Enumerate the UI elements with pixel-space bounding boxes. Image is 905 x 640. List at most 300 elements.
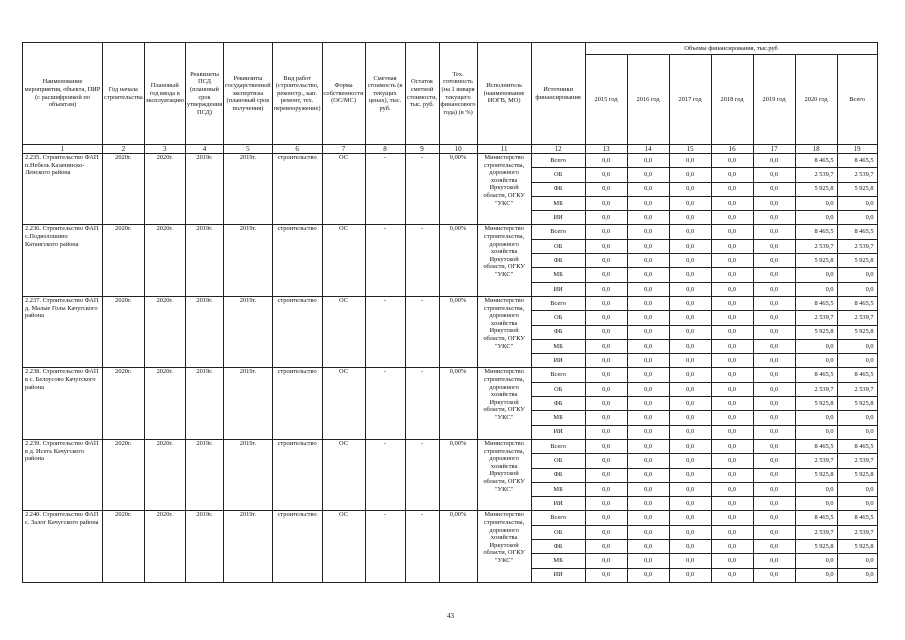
object-commission-year: 2020г. xyxy=(144,368,185,439)
amount-cell: 0,0 xyxy=(585,211,627,225)
amount-cell: 0,0 xyxy=(627,525,669,539)
object-name: 2.237. Строительство ФАП д. Малые Голы Качугского района xyxy=(23,296,103,367)
amount-cell: 0,0 xyxy=(585,425,627,439)
column-number: 2 xyxy=(103,145,145,154)
amount-cell: 0,0 xyxy=(627,368,669,382)
column-number: 7 xyxy=(322,145,365,154)
column-number: 15 xyxy=(669,145,711,154)
object-expertise-year: 2019г. xyxy=(224,511,273,582)
amount-cell: 2 539,7 xyxy=(795,525,837,539)
amount-cell: 0,0 xyxy=(711,540,753,554)
amount-cell: 0,0 xyxy=(711,339,753,353)
object-work-type: строительство xyxy=(272,368,322,439)
amount-cell: 8 465,5 xyxy=(795,368,837,382)
amount-cell: 2 539,7 xyxy=(795,239,837,253)
object-expertise-year: 2019г. xyxy=(224,225,273,296)
total-cell: 8 465,5 xyxy=(837,439,877,453)
amount-cell: 0,0 xyxy=(627,497,669,511)
object-psd-year: 2019г. xyxy=(185,439,223,510)
header-year: 2020 год xyxy=(795,55,837,145)
object-ownership: ОС xyxy=(322,511,365,582)
object-name: 2.238. Строительство ФАП в с. Белоусово Качугского района xyxy=(23,368,103,439)
amount-cell: 0,0 xyxy=(711,225,753,239)
object-readiness: 0,00% xyxy=(439,296,477,367)
header-year: 2017 год xyxy=(669,55,711,145)
amount-cell: 0,0 xyxy=(627,354,669,368)
amount-cell: 0,0 xyxy=(795,425,837,439)
amount-cell: 0,0 xyxy=(669,497,711,511)
amount-cell: 0,0 xyxy=(711,196,753,210)
object-start-year: 2020г. xyxy=(103,225,145,296)
header-year: 2016 год xyxy=(627,55,669,145)
funding-source: ИИ xyxy=(531,497,585,511)
amount-cell: 0,0 xyxy=(753,382,795,396)
total-cell: 2 539,7 xyxy=(837,168,877,182)
object-remainder: - xyxy=(405,296,439,367)
amount-cell: 0,0 xyxy=(585,196,627,210)
object-psd-year: 2019г. xyxy=(185,225,223,296)
object-readiness: 0,00% xyxy=(439,154,477,225)
funding-source: ОБ xyxy=(531,168,585,182)
amount-cell: 0,0 xyxy=(585,540,627,554)
table-row xyxy=(23,296,878,310)
header-ownership: Форма собственности (ОС/МС) xyxy=(322,43,365,145)
object-executor: Министерство строительства, дорожного хозяйства Иркутской области, ОГКУ "УКС" xyxy=(477,368,531,439)
amount-cell: 0,0 xyxy=(627,154,669,168)
table-row xyxy=(23,439,878,453)
amount-cell: 0,0 xyxy=(711,168,753,182)
total-cell: 0,0 xyxy=(837,339,877,353)
total-cell: 0,0 xyxy=(837,282,877,296)
amount-cell: 5 925,8 xyxy=(795,540,837,554)
object-ownership: ОС xyxy=(322,368,365,439)
object-remainder: - xyxy=(405,225,439,296)
amount-cell: 0,0 xyxy=(753,525,795,539)
amount-cell: 0,0 xyxy=(585,225,627,239)
amount-cell: 0,0 xyxy=(795,411,837,425)
amount-cell: 0,0 xyxy=(753,554,795,568)
amount-cell: 2 539,7 xyxy=(795,454,837,468)
amount-cell: 0,0 xyxy=(627,339,669,353)
object-start-year: 2020г. xyxy=(103,154,145,225)
total-cell: 5 925,8 xyxy=(837,182,877,196)
funding-source: Всего xyxy=(531,225,585,239)
total-cell: 2 539,7 xyxy=(837,454,877,468)
funding-source: Всего xyxy=(531,296,585,310)
total-cell: 2 539,7 xyxy=(837,311,877,325)
table-row xyxy=(23,154,878,168)
amount-cell: 0,0 xyxy=(753,254,795,268)
amount-cell: 0,0 xyxy=(669,382,711,396)
column-number: 3 xyxy=(144,145,185,154)
amount-cell: 0,0 xyxy=(711,454,753,468)
amount-cell: 0,0 xyxy=(627,454,669,468)
amount-cell: 0,0 xyxy=(627,468,669,482)
header-year: 2015 год xyxy=(585,55,627,145)
object-start-year: 2020г. xyxy=(103,511,145,582)
amount-cell: 0,0 xyxy=(711,311,753,325)
amount-cell: 0,0 xyxy=(753,211,795,225)
amount-cell: 0,0 xyxy=(795,339,837,353)
total-cell: 0,0 xyxy=(837,268,877,282)
object-executor: Министерство строительства, дорожного хозяйства Иркутской области, ОГКУ "УКС" xyxy=(477,511,531,582)
column-number: 9 xyxy=(405,145,439,154)
table-header xyxy=(23,43,878,154)
amount-cell: 0,0 xyxy=(711,325,753,339)
amount-cell: 0,0 xyxy=(753,196,795,210)
total-cell: 2 539,7 xyxy=(837,239,877,253)
amount-cell: 0,0 xyxy=(753,354,795,368)
object-remainder: - xyxy=(405,154,439,225)
amount-cell: 0,0 xyxy=(711,397,753,411)
amount-cell: 0,0 xyxy=(711,411,753,425)
funding-source: ФБ xyxy=(531,182,585,196)
funding-source: ОБ xyxy=(531,382,585,396)
total-cell: 0,0 xyxy=(837,354,877,368)
object-executor: Министерство строительства, дорожного хозяйства Иркутской области, ОГКУ "УКС" xyxy=(477,296,531,367)
header-commission-year: Плановый год ввода в эксплуатацию xyxy=(144,43,185,145)
object-expertise-year: 2019г. xyxy=(224,296,273,367)
amount-cell: 2 539,7 xyxy=(795,311,837,325)
amount-cell: 0,0 xyxy=(627,211,669,225)
amount-cell: 0,0 xyxy=(669,439,711,453)
amount-cell: 0,0 xyxy=(669,254,711,268)
object-estimated-cost: - xyxy=(365,154,405,225)
amount-cell: 0,0 xyxy=(795,568,837,582)
amount-cell: 0,0 xyxy=(753,296,795,310)
header-readiness: Тех. готовность (на 1 января текущего финансового года) (в %) xyxy=(439,43,477,145)
object-estimated-cost: - xyxy=(365,296,405,367)
amount-cell: 0,0 xyxy=(627,439,669,453)
amount-cell: 0,0 xyxy=(627,239,669,253)
amount-cell: 2 539,7 xyxy=(795,382,837,396)
total-cell: 8 465,5 xyxy=(837,296,877,310)
object-psd-year: 2019г. xyxy=(185,511,223,582)
object-readiness: 0,00% xyxy=(439,439,477,510)
funding-source: МБ xyxy=(531,196,585,210)
amount-cell: 0,0 xyxy=(669,211,711,225)
object-commission-year: 2020г. xyxy=(144,154,185,225)
total-cell: 8 465,5 xyxy=(837,225,877,239)
column-number: 19 xyxy=(837,145,877,154)
page-number: 43 xyxy=(447,612,454,620)
amount-cell: 0,0 xyxy=(627,482,669,496)
amount-cell: 8 465,5 xyxy=(795,225,837,239)
amount-cell: 0,0 xyxy=(669,196,711,210)
amount-cell: 0,0 xyxy=(669,296,711,310)
header-year: 2019 год xyxy=(753,55,795,145)
total-cell: 8 465,5 xyxy=(837,154,877,168)
object-commission-year: 2020г. xyxy=(144,296,185,367)
amount-cell: 0,0 xyxy=(585,268,627,282)
column-number: 18 xyxy=(795,145,837,154)
amount-cell: 0,0 xyxy=(753,540,795,554)
object-executor: Министерство строительства, дорожного хозяйства Иркутской области, ОГКУ "УКС" xyxy=(477,154,531,225)
amount-cell: 0,0 xyxy=(711,211,753,225)
amount-cell: 0,0 xyxy=(669,282,711,296)
column-number: 12 xyxy=(531,145,585,154)
amount-cell: 0,0 xyxy=(585,554,627,568)
amount-cell: 0,0 xyxy=(585,311,627,325)
object-ownership: ОС xyxy=(322,154,365,225)
amount-cell: 0,0 xyxy=(795,482,837,496)
header-year: 2018 год xyxy=(711,55,753,145)
amount-cell: 0,0 xyxy=(669,339,711,353)
total-cell: 0,0 xyxy=(837,482,877,496)
amount-cell: 0,0 xyxy=(627,568,669,582)
amount-cell: 0,0 xyxy=(669,468,711,482)
funding-source: ФБ xyxy=(531,325,585,339)
total-cell: 0,0 xyxy=(837,554,877,568)
amount-cell: 0,0 xyxy=(753,168,795,182)
object-name: 2.240. Строительство ФАП с. Залог Качугского района xyxy=(23,511,103,582)
amount-cell: 0,0 xyxy=(627,196,669,210)
amount-cell: 0,0 xyxy=(585,239,627,253)
total-cell: 5 925,8 xyxy=(837,468,877,482)
header-psd: Реквизиты ПСД (плановый срок утверждения ПСД) xyxy=(185,43,223,145)
amount-cell: 0,0 xyxy=(669,368,711,382)
object-readiness: 0,00% xyxy=(439,368,477,439)
object-start-year: 2020г. xyxy=(103,296,145,367)
object-remainder: - xyxy=(405,439,439,510)
object-ownership: ОС xyxy=(322,296,365,367)
object-psd-year: 2019г. xyxy=(185,368,223,439)
object-work-type: строительство xyxy=(272,154,322,225)
amount-cell: 0,0 xyxy=(711,382,753,396)
object-readiness: 0,00% xyxy=(439,511,477,582)
object-expertise-year: 2019г. xyxy=(224,154,273,225)
object-work-type: строительство xyxy=(272,439,322,510)
table-row xyxy=(23,225,878,239)
amount-cell: 0,0 xyxy=(627,282,669,296)
amount-cell: 8 465,5 xyxy=(795,296,837,310)
column-number: 10 xyxy=(439,145,477,154)
column-number: 5 xyxy=(224,145,273,154)
funding-source: Всего xyxy=(531,154,585,168)
total-cell: 5 925,8 xyxy=(837,540,877,554)
amount-cell: 0,0 xyxy=(627,540,669,554)
amount-cell: 0,0 xyxy=(585,382,627,396)
total-cell: 2 539,7 xyxy=(837,382,877,396)
object-expertise-year: 2019г. xyxy=(224,368,273,439)
amount-cell: 0,0 xyxy=(585,325,627,339)
amount-cell: 0,0 xyxy=(585,482,627,496)
total-cell: 8 465,5 xyxy=(837,511,877,525)
funding-source: Всего xyxy=(531,439,585,453)
funding-source: Всего xyxy=(531,368,585,382)
amount-cell: 0,0 xyxy=(585,182,627,196)
amount-cell: 0,0 xyxy=(585,497,627,511)
amount-cell: 0,0 xyxy=(627,397,669,411)
amount-cell: 0,0 xyxy=(795,268,837,282)
header-sources: Источники финансирования xyxy=(531,43,585,145)
amount-cell: 0,0 xyxy=(753,268,795,282)
funding-source: ФБ xyxy=(531,397,585,411)
amount-cell: 0,0 xyxy=(627,425,669,439)
amount-cell: 5 925,8 xyxy=(795,468,837,482)
funding-source: ФБ xyxy=(531,468,585,482)
amount-cell: 0,0 xyxy=(753,439,795,453)
amount-cell: 0,0 xyxy=(795,282,837,296)
object-estimated-cost: - xyxy=(365,368,405,439)
object-estimated-cost: - xyxy=(365,225,405,296)
amount-cell: 0,0 xyxy=(711,296,753,310)
amount-cell: 0,0 xyxy=(669,454,711,468)
amount-cell: 0,0 xyxy=(753,397,795,411)
total-cell: 2 539,7 xyxy=(837,525,877,539)
amount-cell: 0,0 xyxy=(669,311,711,325)
amount-cell: 0,0 xyxy=(795,196,837,210)
total-cell: 0,0 xyxy=(837,568,877,582)
amount-cell: 0,0 xyxy=(711,282,753,296)
amount-cell: 0,0 xyxy=(711,425,753,439)
amount-cell: 0,0 xyxy=(669,154,711,168)
amount-cell: 0,0 xyxy=(585,468,627,482)
amount-cell: 0,0 xyxy=(711,468,753,482)
funding-source: Всего xyxy=(531,511,585,525)
amount-cell: 0,0 xyxy=(711,368,753,382)
amount-cell: 0,0 xyxy=(711,554,753,568)
object-start-year: 2020г. xyxy=(103,368,145,439)
amount-cell: 0,0 xyxy=(585,339,627,353)
amount-cell: 0,0 xyxy=(711,254,753,268)
funding-source: ИИ xyxy=(531,568,585,582)
amount-cell: 0,0 xyxy=(585,568,627,582)
amount-cell: 8 465,5 xyxy=(795,511,837,525)
column-number: 14 xyxy=(627,145,669,154)
amount-cell: 0,0 xyxy=(585,296,627,310)
amount-cell: 0,0 xyxy=(753,482,795,496)
amount-cell: 0,0 xyxy=(753,225,795,239)
funding-source: ИИ xyxy=(531,354,585,368)
header-executor: Исполнитель (наименование ИОГВ, МО) xyxy=(477,43,531,145)
amount-cell: 0,0 xyxy=(627,296,669,310)
amount-cell: 0,0 xyxy=(795,554,837,568)
object-psd-year: 2019г. xyxy=(185,154,223,225)
amount-cell: 0,0 xyxy=(711,511,753,525)
object-start-year: 2020г. xyxy=(103,439,145,510)
column-number: 17 xyxy=(753,145,795,154)
funding-source: ОБ xyxy=(531,311,585,325)
amount-cell: 0,0 xyxy=(711,239,753,253)
amount-cell: 0,0 xyxy=(669,411,711,425)
column-number: 13 xyxy=(585,145,627,154)
amount-cell: 0,0 xyxy=(669,182,711,196)
amount-cell: 0,0 xyxy=(711,497,753,511)
object-psd-year: 2019г. xyxy=(185,296,223,367)
amount-cell: 0,0 xyxy=(753,154,795,168)
object-commission-year: 2020г. xyxy=(144,225,185,296)
object-estimated-cost: - xyxy=(365,511,405,582)
amount-cell: 0,0 xyxy=(669,482,711,496)
funding-source: МБ xyxy=(531,268,585,282)
amount-cell: 0,0 xyxy=(795,354,837,368)
total-cell: 8 465,5 xyxy=(837,368,877,382)
funding-source: МБ xyxy=(531,339,585,353)
amount-cell: 0,0 xyxy=(627,325,669,339)
object-name: 2.236. Строительство ФАП с.Подволошино Катангского района xyxy=(23,225,103,296)
amount-cell: 0,0 xyxy=(795,497,837,511)
amount-cell: 0,0 xyxy=(585,411,627,425)
amount-cell: 0,0 xyxy=(711,268,753,282)
amount-cell: 0,0 xyxy=(627,411,669,425)
amount-cell: 0,0 xyxy=(585,354,627,368)
amount-cell: 0,0 xyxy=(753,411,795,425)
object-ownership: ОС xyxy=(322,225,365,296)
column-numbers-row xyxy=(23,145,878,154)
amount-cell: 0,0 xyxy=(585,511,627,525)
object-work-type: строительство xyxy=(272,511,322,582)
funding-source: ИИ xyxy=(531,282,585,296)
amount-cell: 0,0 xyxy=(627,268,669,282)
amount-cell: 0,0 xyxy=(753,282,795,296)
amount-cell: 0,0 xyxy=(669,225,711,239)
column-number: 1 xyxy=(23,145,103,154)
object-ownership: ОС xyxy=(322,439,365,510)
column-number: 6 xyxy=(272,145,322,154)
header-financing-group: Объемы финансирования, тыс.руб xyxy=(585,43,877,55)
object-name: 2.239. Строительство ФАП в д. Исеть Качугского района xyxy=(23,439,103,510)
amount-cell: 0,0 xyxy=(669,425,711,439)
financing-table xyxy=(22,42,878,583)
amount-cell: 0,0 xyxy=(585,154,627,168)
amount-cell: 0,0 xyxy=(585,168,627,182)
amount-cell: 5 925,8 xyxy=(795,325,837,339)
amount-cell: 0,0 xyxy=(585,282,627,296)
amount-cell: 0,0 xyxy=(669,525,711,539)
amount-cell: 0,0 xyxy=(627,182,669,196)
amount-cell: 8 465,5 xyxy=(795,154,837,168)
amount-cell: 0,0 xyxy=(585,439,627,453)
amount-cell: 0,0 xyxy=(753,454,795,468)
total-cell: 0,0 xyxy=(837,211,877,225)
amount-cell: 0,0 xyxy=(753,497,795,511)
amount-cell: 0,0 xyxy=(753,511,795,525)
amount-cell: 0,0 xyxy=(753,339,795,353)
funding-source: МБ xyxy=(531,554,585,568)
header-name: Наименование мероприятия, объекта, ПИР (с расшифровкой по объектам) xyxy=(23,43,103,145)
amount-cell: 0,0 xyxy=(711,354,753,368)
amount-cell: 5 925,8 xyxy=(795,182,837,196)
amount-cell: 0,0 xyxy=(753,468,795,482)
object-readiness: 0,00% xyxy=(439,225,477,296)
object-work-type: строительство xyxy=(272,225,322,296)
amount-cell: 0,0 xyxy=(585,254,627,268)
object-executor: Министерство строительства, дорожного хозяйства Иркутской области, ОГКУ "УКС" xyxy=(477,225,531,296)
column-number: 11 xyxy=(477,145,531,154)
amount-cell: 0,0 xyxy=(753,182,795,196)
total-cell: 0,0 xyxy=(837,196,877,210)
object-estimated-cost: - xyxy=(365,439,405,510)
amount-cell: 0,0 xyxy=(711,482,753,496)
total-cell: 0,0 xyxy=(837,411,877,425)
financing-table-sheet xyxy=(22,42,878,583)
amount-cell: 0,0 xyxy=(585,525,627,539)
table-row xyxy=(23,511,878,525)
total-cell: 5 925,8 xyxy=(837,325,877,339)
amount-cell: 0,0 xyxy=(669,554,711,568)
amount-cell: 0,0 xyxy=(627,254,669,268)
amount-cell: 0,0 xyxy=(753,311,795,325)
amount-cell: 0,0 xyxy=(711,525,753,539)
amount-cell: 0,0 xyxy=(669,325,711,339)
funding-source: ФБ xyxy=(531,540,585,554)
header-remainder: Остаток сметной стоимости, тыс. руб. xyxy=(405,43,439,145)
amount-cell: 0,0 xyxy=(711,568,753,582)
column-number: 16 xyxy=(711,145,753,154)
amount-cell: 0,0 xyxy=(795,211,837,225)
amount-cell: 0,0 xyxy=(669,239,711,253)
